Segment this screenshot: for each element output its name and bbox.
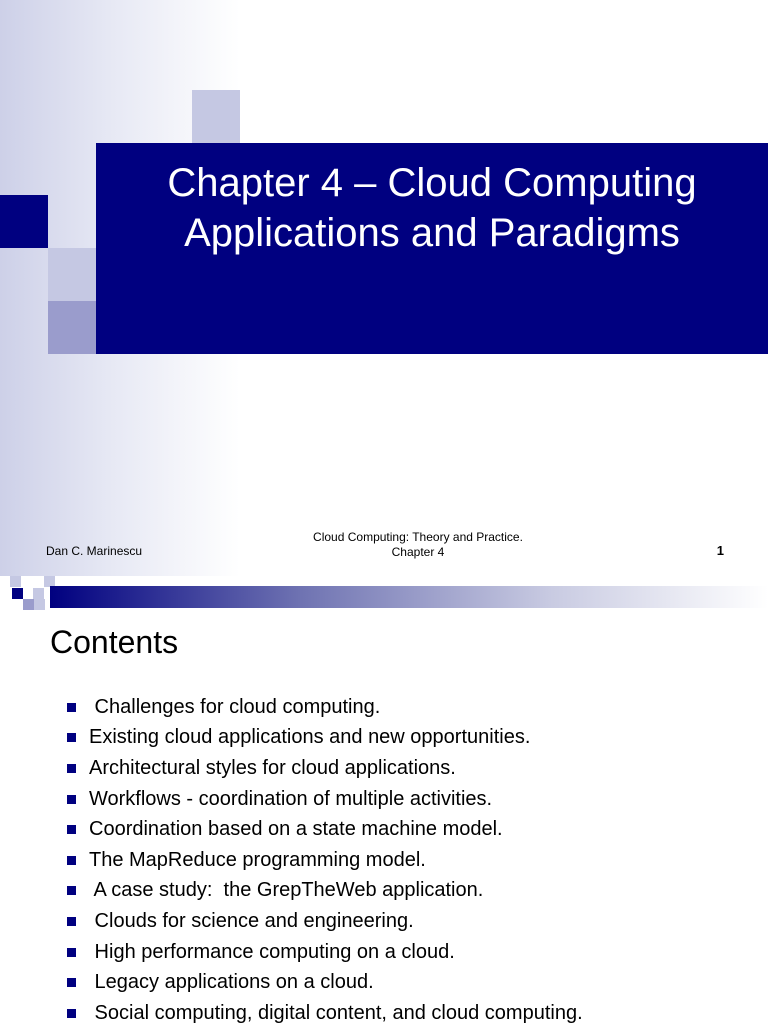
square-bullet-icon [67, 1009, 76, 1018]
square-bullet-icon [67, 978, 76, 987]
footer-book-line-2: Chapter 4 [391, 545, 445, 559]
slide-title [96, 158, 768, 258]
footer-author: Dan C. Marinescu [46, 544, 143, 558]
list-item-text: The MapReduce programming model. [89, 848, 426, 871]
square-bullet-icon [67, 795, 76, 804]
page-number: 1 [716, 543, 724, 558]
square-bullet-icon [67, 825, 76, 834]
decor-square [10, 576, 21, 587]
square-bullet-icon [67, 948, 76, 957]
list-item [64, 876, 583, 907]
list-item-text: Clouds for science and engineering. [89, 909, 414, 932]
list-item-text: Workflows - coordination of multiple activities. [89, 787, 493, 810]
list-item-text: High performance computing on a cloud. [89, 940, 455, 963]
list-item-text: A case study: the GrepTheWeb application. [89, 879, 484, 902]
square-bullet-icon [67, 733, 76, 742]
list-item-text: Legacy applications on a cloud. [89, 971, 374, 994]
list-item [64, 937, 583, 968]
decor-square [48, 248, 96, 301]
title-line-1: Chapter 4 – Cloud Computing [167, 161, 697, 205]
list-item [64, 723, 583, 754]
footer-book-line-1: Cloud Computing: Theory and Practice. [313, 530, 523, 544]
decor-square [34, 599, 45, 610]
decor-square [23, 599, 34, 610]
list-item-text: Architectural styles for cloud applications. [89, 756, 456, 779]
decor-square [0, 195, 48, 248]
header-gradient-bar [50, 586, 768, 608]
list-item [64, 906, 583, 937]
square-bullet-icon [67, 917, 76, 926]
square-bullet-icon [67, 703, 76, 712]
contents-heading: Contents [50, 624, 179, 660]
contents-list [64, 692, 583, 1024]
decor-square [48, 301, 96, 354]
list-item-text: Existing cloud applications and new opportunities. [89, 726, 531, 749]
list-item [64, 784, 583, 815]
list-item [64, 845, 583, 876]
title-line-2: Applications and Paradigms [184, 211, 680, 255]
decor-square [33, 588, 44, 599]
square-bullet-icon [67, 764, 76, 773]
list-item-text: Coordination based on a state machine model. [89, 818, 503, 841]
square-bullet-icon [67, 886, 76, 895]
list-item [64, 814, 583, 845]
decor-square [12, 588, 23, 599]
list-item-text: Social computing, digital content, and cloud computing. [89, 1001, 583, 1024]
contents-slide [0, 576, 768, 1024]
list-item [64, 967, 583, 998]
decor-square [192, 90, 240, 143]
list-item-text: Challenges for cloud computing. [89, 695, 381, 718]
list-item [64, 753, 583, 784]
footer-book-title [268, 530, 568, 560]
list-item [64, 692, 583, 723]
list-item [64, 998, 583, 1024]
square-bullet-icon [67, 856, 76, 865]
